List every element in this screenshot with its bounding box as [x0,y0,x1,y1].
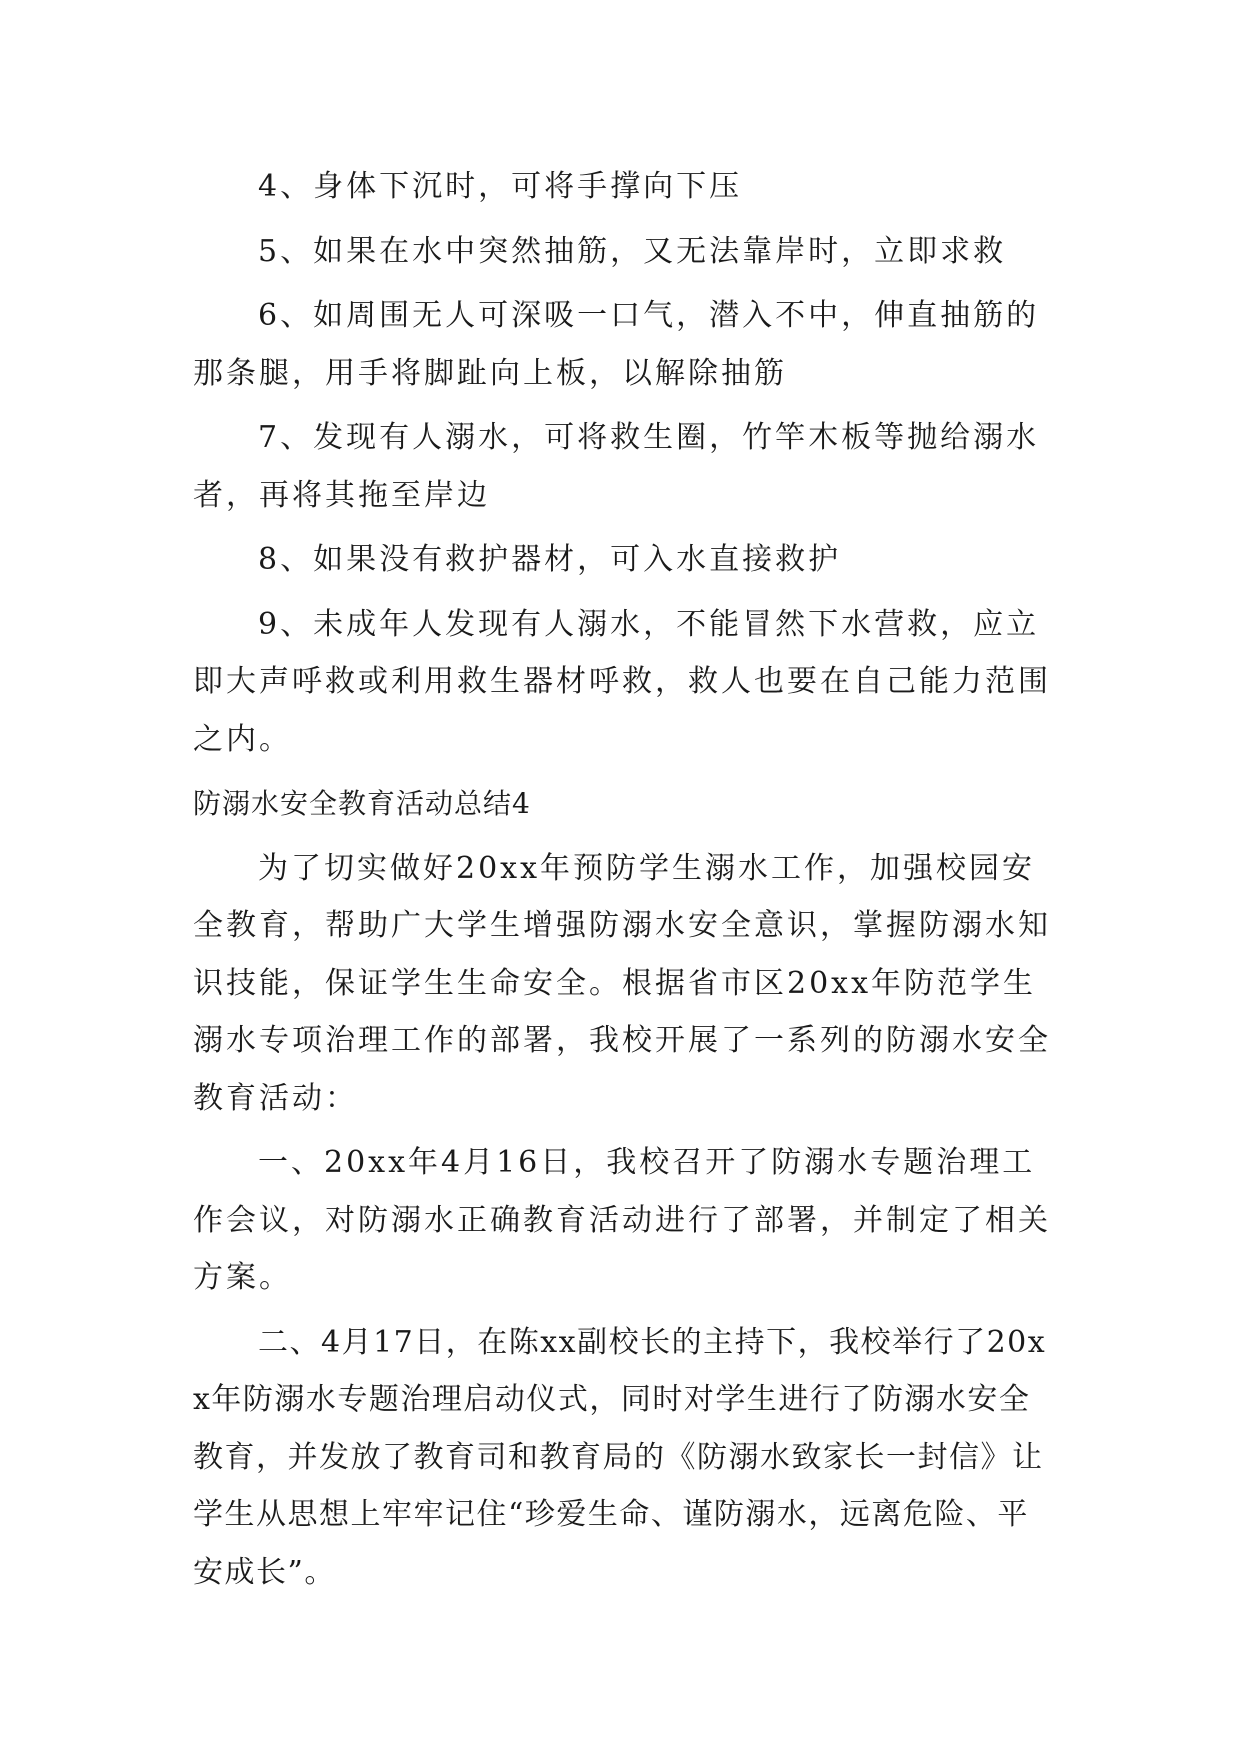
paragraph-item-9: 9、未成年人发现有人溺水，不能冒然下水营救，应立即大声呼救或利用救生器材呼救，救人也要在自己能力范围之内。 [193,606,1051,757]
section-title: 防溺水安全教育活动总结4 [193,787,531,820]
paragraph-intro: 为了切实做好20xx年预防学生溺水工作，加强校园安全教育，帮助广大学生增强防溺水安全意识，掌握防溺水知识技能，保证学生生命安全。根据省市区20xx年防范学生溺水专项治理工作的部署，我校开展了一系列的防溺水安全教育活动： [193,850,1051,1116]
paragraph-point-two: 二、4月17日，在陈xx副校长的主持下，我校举行了20xx年防溺水专题治理启动仪式，同时对学生进行了防溺水安全教育，并发放了教育司和教育局的《防溺水致家长一封信》让学生从思想上牢牢记住“珍爱生命、谨防溺水，远离危险、平安成长”。 [193,1324,1047,1590]
paragraph-point-one: 一、20xx年4月16日，我校召开了防溺水专题治理工作会议，对防溺水正确教育活动进行了部署，并制定了相关方案。 [193,1145,1051,1295]
paragraph-item-7: 7、发现有人溺水，可将救生圈，竹竿木板等抛给溺水者，再将其拖至岸边 [193,420,1040,513]
paragraph-item-5: 5、如果在水中突然抽筋，又无法靠岸时，立即求救 [258,233,1007,269]
paragraph-item-8: 8、如果没有救护器材，可入水直接救护 [258,542,842,577]
document-body [193,158,1053,1608]
paragraph-item-4: 4、身体下沉时，可将手撑向下压 [258,169,743,204]
paragraph-item-6: 6、如周围无人可深吸一口气，潜入不中，伸直抽筋的那条腿，用手将脚趾向上板，以解除抽筋 [193,298,1040,391]
